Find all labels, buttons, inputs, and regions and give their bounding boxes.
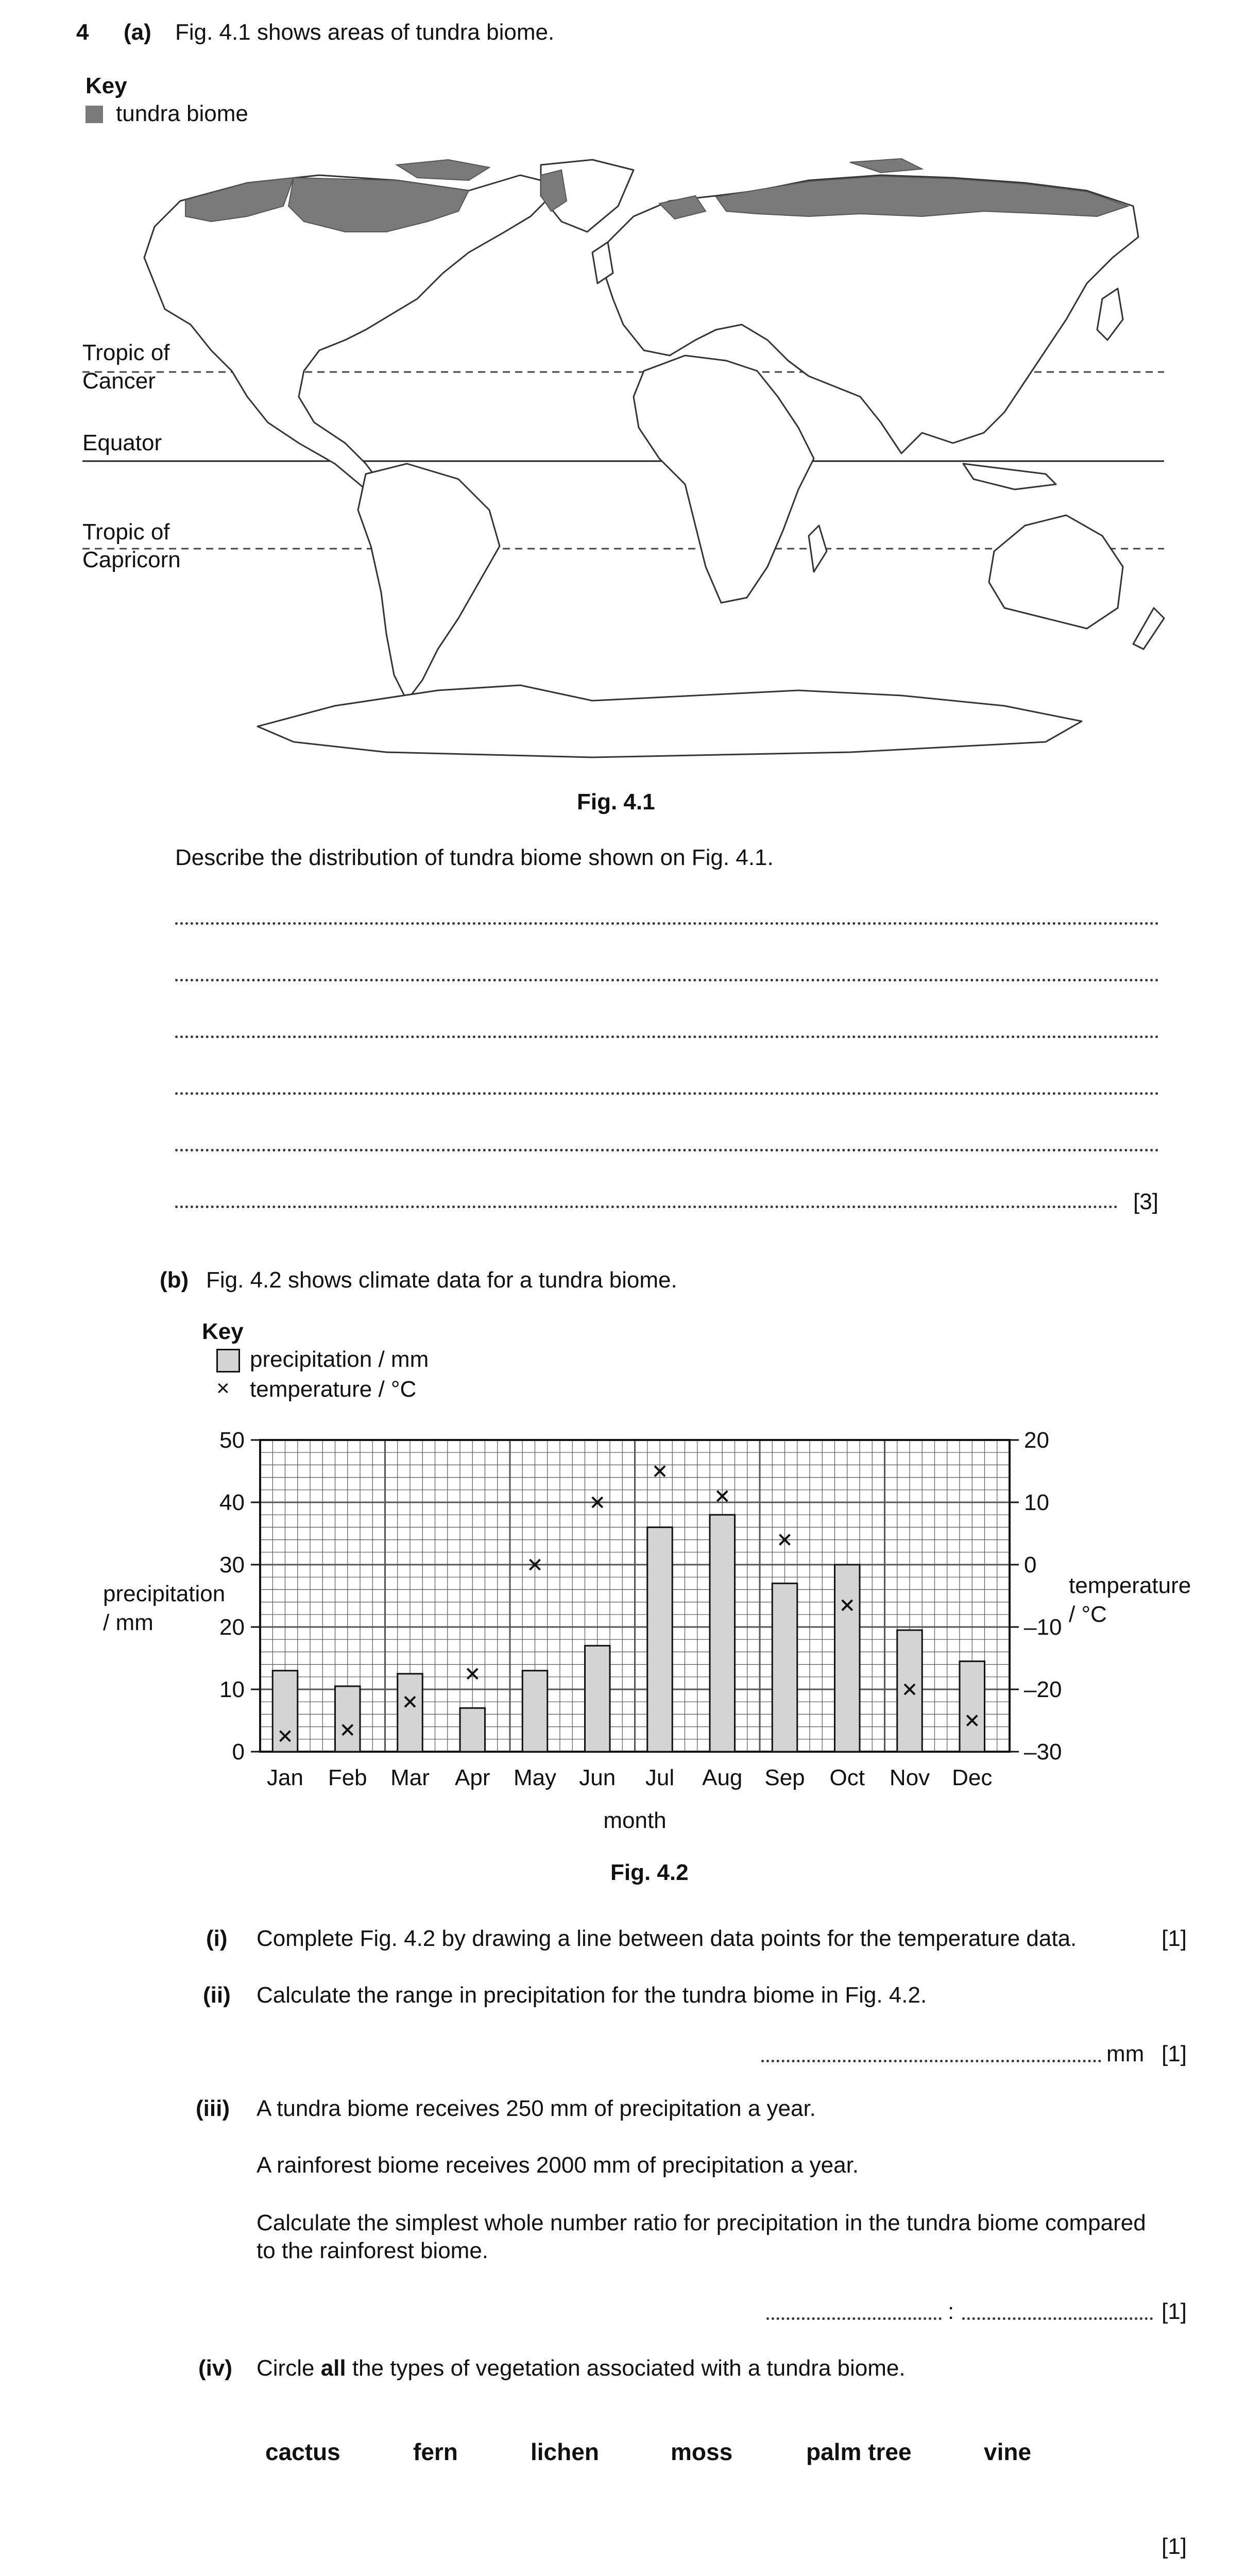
right-axis-label: temperature [1069,1573,1191,1598]
part-b-i-label: (i) [206,1926,228,1951]
precip-key-label: precipitation / mm [250,1347,429,1372]
part-b-iii-line2: A rainforest biome receives 2000 mm of precipitation a year. [257,2153,859,2178]
month-tick-label: Dec [952,1765,993,1790]
part-b-iv-text [257,2355,906,2381]
month-tick-label: Jun [579,1765,616,1790]
part-a-label: (a) [124,20,151,45]
part-b-label: (b) [160,1267,189,1293]
month-tick-label: Jan [267,1765,303,1790]
month-tick-label: Nov [889,1765,930,1790]
part-b-iii-line3a: Calculate the simplest whole number ratio for precipitation in the tundra biome compared [257,2210,1146,2235]
right-axis-tick-label: 20 [1024,1428,1049,1453]
part-b-iv-label: (iv) [198,2355,232,2381]
month-tick-label: Aug [702,1765,743,1790]
left-axis-tick-label: 10 [219,1677,245,1702]
precipitation-bar [335,1686,361,1752]
left-axis-label: / mm [103,1610,153,1635]
right-axis-tick-label: –30 [1024,1739,1062,1765]
precipitation-bar [772,1583,797,1752]
ratio-answer-left[interactable] [766,2317,942,2320]
part-b-iv-text-bold: all [320,2355,346,2381]
left-axis-tick-label: 50 [219,1428,245,1453]
map-key-label: tundra biome [116,101,248,126]
ratio-colon: : [948,2299,954,2324]
month-tick-label: Oct [829,1765,865,1790]
part-b-ii-unit: mm [1106,2041,1145,2066]
part-b-iii-label: (iii) [196,2096,230,2121]
part-b-intro: Fig. 4.2 shows climate data for a tundra biome. [206,1267,677,1293]
fig-4-1-caption: Fig. 4.1 [577,789,655,815]
temp-key-label: temperature / °C [250,1377,417,1402]
right-axis-tick-label: 10 [1024,1490,1049,1515]
month-tick-label: Jul [645,1765,675,1790]
part-a-marks: [3] [1133,1189,1158,1214]
tropic-of-capricorn-label-1: Tropic of [82,519,170,545]
month-tick-label: Sep [764,1765,805,1790]
right-axis-tick-label: –10 [1024,1615,1062,1640]
part-b-ii-marks: [1] [1162,2041,1187,2066]
tropic-of-capricorn-label-2: Capricorn [82,547,181,572]
month-tick-label: Apr [455,1765,490,1790]
part-b-iii-line1: A tundra biome receives 250 mm of precipitation a year. [257,2096,816,2121]
part-b-i-marks: [1] [1162,1926,1187,1951]
precipitation-bar [398,1674,423,1752]
tropic-of-cancer-label-1: Tropic of [82,340,170,365]
month-tick-label: Feb [328,1765,367,1790]
part-b-iii-marks: [1] [1162,2299,1187,2324]
right-axis-label: / °C [1069,1602,1107,1627]
part-b-iii-line3b: to the rainforest biome. [257,2238,489,2263]
tropic-of-cancer-label-2: Cancer [82,368,156,394]
part-a-prompt: Describe the distribution of tundra biome shown on Fig. 4.1. [175,845,774,870]
temp-key-symbol: × [216,1376,230,1401]
part-b-ii-text: Calculate the range in precipitation for the tundra biome in Fig. 4.2. [257,1982,927,2008]
option-lichen[interactable]: lichen [531,2438,599,2465]
option-moss[interactable]: moss [671,2438,733,2465]
equator-label: Equator [82,430,162,455]
map-key-title: Key [86,73,127,98]
month-tick-label: May [513,1765,557,1790]
precipitation-bar [835,1565,860,1752]
precipitation-bar [585,1646,610,1752]
left-axis-tick-label: 40 [219,1490,245,1515]
precipitation-bar [647,1527,673,1752]
right-axis-tick-label: –20 [1024,1677,1062,1702]
option-vine[interactable]: vine [984,2438,1032,2465]
month-tick-label: Mar [390,1765,430,1790]
left-axis-tick-label: 0 [232,1739,245,1765]
part-a-intro: Fig. 4.1 shows areas of tundra biome. [175,20,555,45]
fig-4-2-caption: Fig. 4.2 [610,1860,689,1885]
left-axis-label: precipitation [103,1581,226,1606]
precipitation-bar [897,1630,923,1752]
part-b-ii-label: (ii) [203,1982,231,2008]
left-axis-tick-label: 30 [219,1552,245,1578]
part-b-i-text: Complete Fig. 4.2 by drawing a line between data points for the temperature data. [257,1926,1077,1951]
part-b-iv-marks: [1] [1162,2534,1187,2559]
part-b-iv-text-pre: Circle [257,2355,321,2381]
x-axis-label: month [603,1808,667,1833]
left-axis-tick-label: 20 [219,1615,245,1640]
part-b-iv-text-post: the types of vegetation associated with a tundra biome. [346,2355,906,2381]
precipitation-bar [710,1515,735,1752]
precipitation-bar [460,1708,485,1752]
ratio-answer-right[interactable] [962,2317,1153,2320]
precipitation-bar [522,1671,548,1752]
option-palm-tree[interactable]: palm tree [806,2438,912,2465]
question-number: 4 [76,20,89,45]
right-axis-tick-label: 0 [1024,1552,1037,1578]
part-b-ii-answer-line[interactable] [761,2060,1101,2062]
option-cactus[interactable]: cactus [265,2438,340,2465]
option-fern[interactable]: fern [413,2438,458,2465]
chart-key-title: Key [202,1319,244,1344]
precipitation-bar [272,1671,298,1752]
precipitation-bar [960,1662,985,1752]
